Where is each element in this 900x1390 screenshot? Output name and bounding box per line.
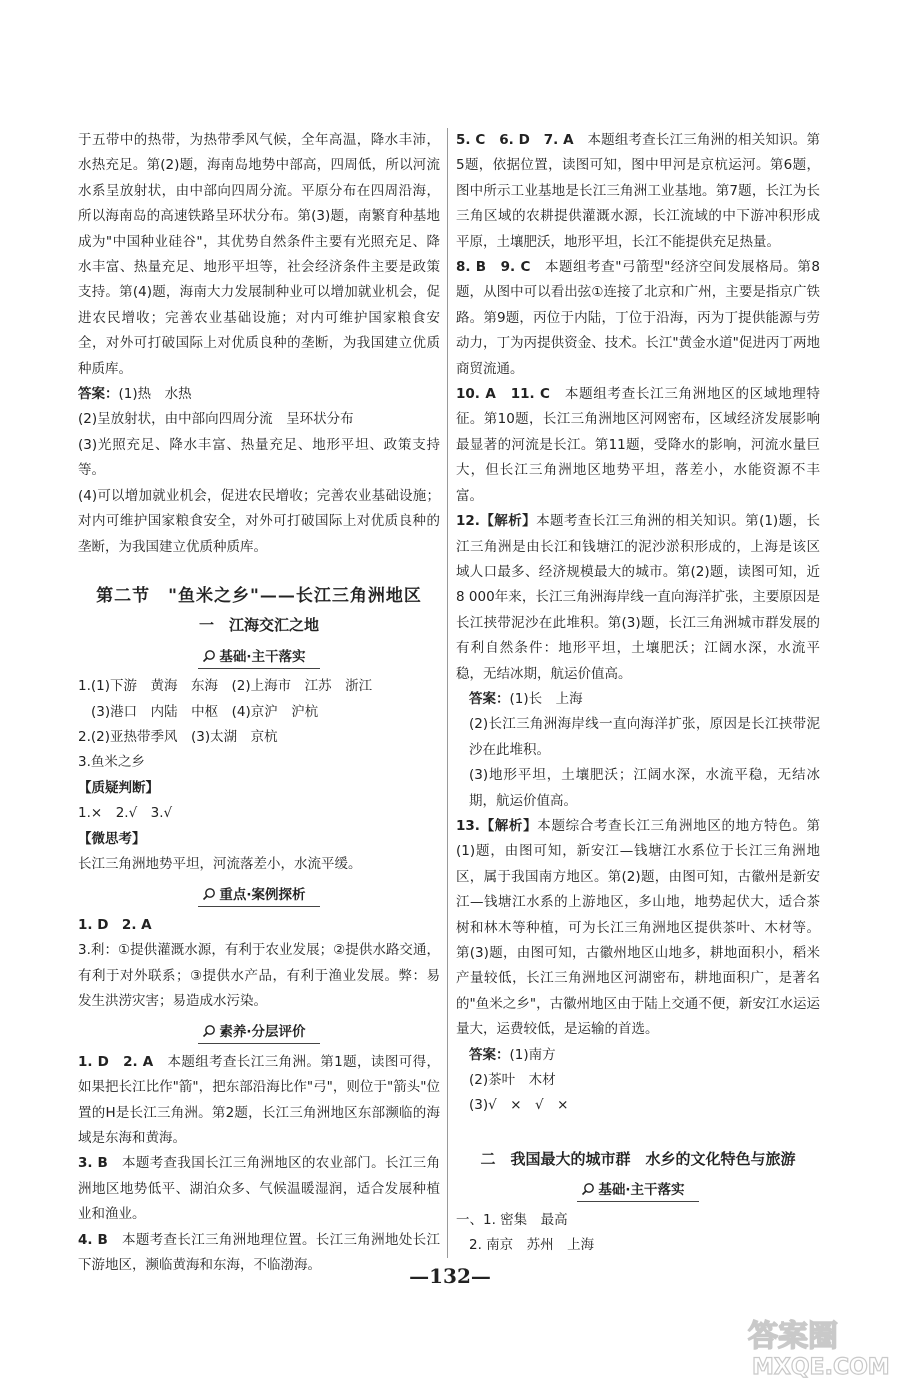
list-item <box>456 382 820 509</box>
item-text: 本题组考查长江三角洲地区的区域地理特征。第10题，长江三角洲地区河网密布，区域经济发展影响最显著的河流是长江。第11题，受降水的影响，河流水量巨大，但长江三角洲地区地势平坦，落差小，水能资源不丰富。 <box>456 386 821 504</box>
list-item <box>456 255 820 382</box>
list-item: 1.(1)下游 黄海 东海 (2)上海市 江苏 浙江 <box>78 678 373 695</box>
list-item: 长江三角洲地势平坦，河流落差小，水流平缓。 <box>78 855 362 872</box>
answer-1: (1)南方 <box>509 1046 556 1063</box>
list-item: (3)港口 内陆 中枢 (4)京沪 沪杭 <box>91 703 319 720</box>
answer-3: (3)√ × √ × <box>469 1097 569 1114</box>
item-text: 本题考查长江三角洲地理位置。长江三角洲地处长江下游地区，濒临黄海和东海，不临渤海。 <box>78 1231 441 1274</box>
list-item <box>456 509 820 687</box>
item-text: 本题考查长江三角洲的相关知识。第(1)题，长江三角洲是由长江和钱塘江的泥沙淤积形成的，上海是该区域人口最多、经济规模最大的城市。第(2)题，读图可知，近8 000年来，长江三角洲海岸线一直向海洋扩张，主要原因是长江挟带泥沙在此堆积。第(3)题，长江三角洲城市群发展的有利自然条件：地形平坦，土壤肥沃；江阔水深，水流平稳，无结冰期，航运价值高。 <box>456 513 821 682</box>
svg-text:MXQE.COM: MXQE.COM <box>752 1355 890 1380</box>
banner-label: 素养·分层评价 <box>219 1024 306 1041</box>
list-item <box>78 1151 440 1227</box>
svg-text:答案圈: 答案圈 <box>748 1319 838 1354</box>
item-number: 12. <box>456 513 480 530</box>
list-item: 3.利：①提供灌溉水源，有利于农业发展；②提供水路交通，有利于对外联系；③提供水产品，有利于渔业发展。弊：易发生洪涝灾害；易造成水污染。 <box>78 942 440 1009</box>
section-title: 第二节 "鱼米之乡"——长江三角洲地区 <box>96 585 422 606</box>
subsection-title: 一 江海交汇之地 <box>198 616 319 635</box>
list-item: 一、1. 密集 最高 <box>456 1211 568 1228</box>
banner-basic <box>78 645 440 670</box>
banner-basic <box>456 1178 820 1203</box>
answer-1: (1)长 上海 <box>509 690 583 707</box>
tag-label: 【质疑判断】 <box>78 779 159 796</box>
answer <box>78 382 440 407</box>
item-number: 10. A 11. C <box>456 386 550 403</box>
item-text: 本题综合考查长江三角洲地区的地方特色。第(1)题，由图可知，新安江—钱塘江水系位于长江三角洲地区，属于我国南方地区。第(2)题，由图可知，古徽州是新安江—钱塘江水系的上游地区，多山地，地势起伏大，适合茶树和林木等种植，可为长江三角洲地区提供茶叶、木材等。第(3)题，由图可知，古徽州地区山地多，耕地面积小，稻米产量较低，长江三角洲地区河湖密布，耕地面积广，是著名的"鱼米之乡"，古徽州地区由于陆上交通不便，新安江水运运量大，运费较低，是运输的首选。 <box>456 817 821 1038</box>
magnifier-icon <box>581 1182 595 1196</box>
page-number: —132— <box>409 1264 491 1288</box>
analysis-tag: 【解析】 <box>479 817 538 834</box>
item-text: 本题组考查长江三角洲的相关知识。第5题，依据位置，读图可知，图中甲河是京杭运河。第6题，图中所示工业基地是长江三角洲工业基地。第7题，长江为长三角区域的农耕提供灌溉水源，长江流域的中下游冲积形成平原，土壤肥沃，地形平坦，长江不能提供充足热量。 <box>456 132 820 250</box>
answer-1: (1)热 水热 <box>118 386 192 403</box>
answer <box>456 1043 820 1068</box>
item-text: 本题组考查"弓箭型"经济空间发展格局。第8题，从图中可以看出弦①连接了北京和广州，主要是指京广铁路。第9题，丙位于内陆，丁位于沿海，丙为丁提供能源与劳动力，丁为丙提供资金、技术。长江"黄金水道"促进丙丁两地商贸流通。 <box>456 259 821 377</box>
item-number: 13. <box>456 817 480 834</box>
list-item: 1.× 2.√ 3.√ <box>78 805 173 822</box>
column-divider <box>447 128 448 1258</box>
item-number: 5. C 6. D 7. A <box>456 132 574 148</box>
answer <box>456 687 820 712</box>
magnifier-icon <box>202 649 216 663</box>
left-column <box>78 128 440 1278</box>
tag-label: 【微思考】 <box>78 830 146 847</box>
list-item <box>456 128 820 255</box>
item-text: 本题考查我国长江三角洲地区的农业部门。长江三角洲地区地势低平、湖泊众多、气候温暖湿润，适合发展种植业和渔业。 <box>78 1155 441 1223</box>
analysis-tag: 【解析】 <box>479 513 537 530</box>
paragraph: 于五带中的热带，为热带季风气候，全年高温，降水丰沛，水热充足。第(2)题，海南岛地势中部高，四周低，所以河流水系呈放射状，由中部向四周分流。平原分布在四周沿海，所以海南岛的高速铁路呈环状分布。第(3)题，南繁育种基地成为"中国种业硅谷"，其优势自然条件主要有光照充足、降水丰富、热量充足、地形平坦等，社会经济条件主要是政策支持。第(4)题，海南大力发展制种业可以增加就业机会，促进农民增收；完善农业基础设施；对内可维护国家粮食安全，对外可打破国际上对优质良种的垄断，为我国建立优质种质库。 <box>78 132 440 377</box>
list-item: 3.鱼米之乡 <box>78 754 145 771</box>
banner-key <box>78 883 440 908</box>
banner-label: 基础·主干落实 <box>219 648 306 665</box>
answer-label: 答案： <box>78 386 119 403</box>
answer-2: (2)呈放射状，由中部向四周分流 呈环状分布 <box>78 411 354 428</box>
item-number: 1. D 2. A <box>78 1053 154 1070</box>
item-number: 4. B <box>78 1231 108 1248</box>
item-text: 本题组考查长江三角洲。第1题，读图可得，如果把长江比作"箭"，把东部沿海比作"弓"，则位于"箭头"位置的H是长江三角洲。第2题，长江三角洲地区东部濒临的海域是东海和黄海。 <box>78 1053 440 1147</box>
answer-2: (2)茶叶 木材 <box>469 1072 556 1089</box>
item-number: 8. B 9. C <box>456 259 531 276</box>
list-item: 2. 南京 苏州 上海 <box>469 1237 595 1254</box>
answer-3: (3)地形平坦，土壤肥沃；江阔水深，水流平稳，无结冰期，航运价值高。 <box>469 767 820 809</box>
list-item <box>78 1050 440 1152</box>
banner-literacy <box>78 1020 440 1045</box>
answer-label: 答案： <box>469 690 510 707</box>
list-item <box>456 814 820 1043</box>
answer-2: (2)长江三角洲海岸线一直向海洋扩张，原因是长江挟带泥沙在此堆积。 <box>469 716 820 758</box>
item-number: 3. B <box>78 1155 108 1172</box>
banner-label: 基础·主干落实 <box>598 1182 685 1199</box>
subsection-title: 二 我国最大的城市群 水乡的文化特色与旅游 <box>480 1149 796 1168</box>
list-item: 2.(2)亚热带季风 (3)太湖 京杭 <box>78 728 278 745</box>
answer-label: 答案： <box>469 1046 510 1063</box>
right-column <box>456 128 820 1258</box>
list-item: 1. D 2. A <box>78 916 152 933</box>
watermark-logo <box>742 1310 892 1380</box>
banner-label: 重点·案例探析 <box>219 887 306 904</box>
magnifier-icon <box>202 887 216 901</box>
magnifier-icon <box>202 1024 216 1038</box>
answer-4: (4)可以增加就业机会，促进农民增收；完善农业基础设施；对内可维护国家粮食安全，对外可打破国际上对优质良种的垄断，为我国建立优质种质库。 <box>78 487 440 555</box>
answer-3: (3)光照充足、降水丰富、热量充足、地形平坦、政策支持等。 <box>78 436 440 479</box>
